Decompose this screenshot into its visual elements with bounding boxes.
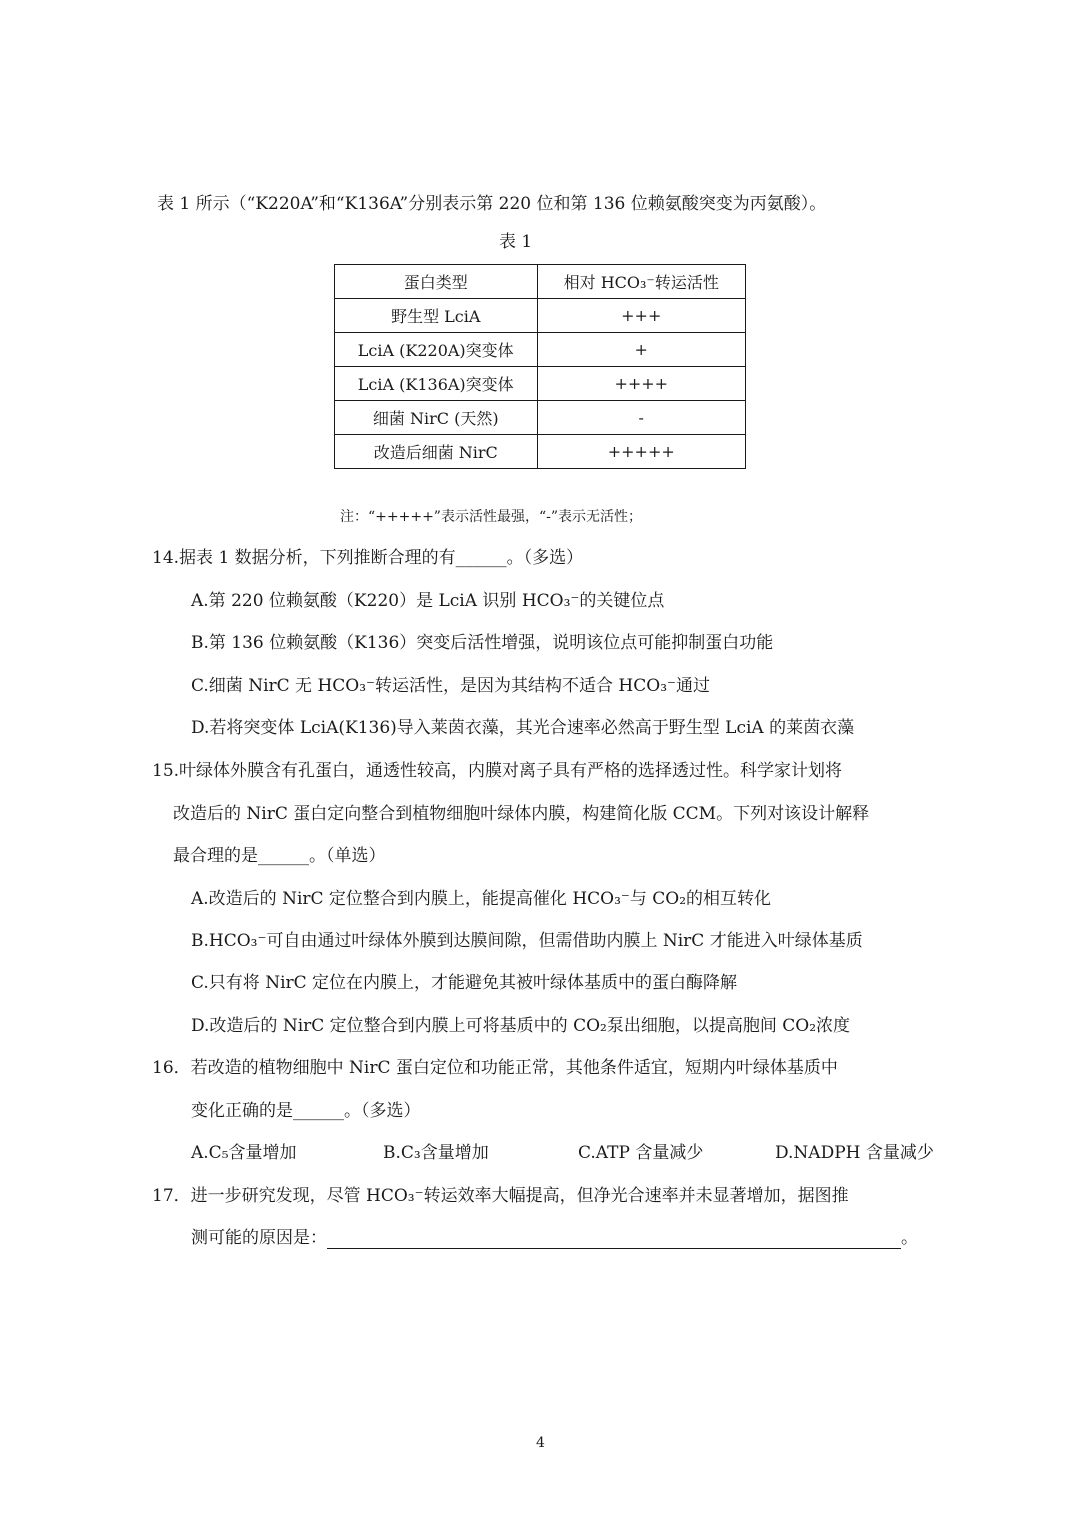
q17-answer-blank[interactable] <box>327 1230 901 1249</box>
table-row <box>335 367 746 401</box>
q17-stem-line2 <box>191 1227 918 1249</box>
q16-stem-line2: 变化正确的是______。（多选） <box>191 1101 421 1121</box>
cell-protein: 改造后细菌 NirC <box>335 435 538 469</box>
cell-protein: 细菌 NirC (天然) <box>335 401 538 435</box>
q17-period: 。 <box>901 1228 918 1248</box>
q16-options <box>0 1142 1080 1164</box>
q15-option-a: A.改造后的 NirC 定位整合到内膜上，能提高催化 HCO₃⁻与 CO₂的相互转化 <box>191 889 772 909</box>
q17-stem-line1: 17．进一步研究发现，尽管 HCO₃⁻转运效率大幅提高，但净光合速率并未显著增加，据图推 <box>152 1186 849 1206</box>
q15-stem-line1: 15.叶绿体外膜含有孔蛋白，通透性较高，内膜对离子具有严格的选择透过性。科学家计划将 <box>152 761 843 781</box>
cell-activity: ++++ <box>537 367 746 401</box>
cell-activity: +++ <box>537 299 746 333</box>
q15-stem-line3: 最合理的是______。（单选） <box>173 846 386 866</box>
header-activity: 相对 HCO₃⁻转运活性 <box>537 265 746 299</box>
q15-option-b: B.HCO₃⁻可自由通过叶绿体外膜到达膜间隙，但需借助内膜上 NirC 才能进入叶绿体基质 <box>191 931 863 951</box>
table-row <box>335 435 746 469</box>
q14-option-b: B.第 136 位赖氨酸（K136）突变后活性增强，说明该位点可能抑制蛋白功能 <box>191 633 774 653</box>
q15-option-d: D.改造后的 NirC 定位整合到内膜上可将基质中的 CO₂泵出细胞，以提高胞间 CO₂浓度 <box>191 1016 851 1036</box>
q16-option-b: B.C₃含量增加 <box>383 1143 489 1163</box>
q16-option-d: D.NADPH 含量减少 <box>775 1143 934 1163</box>
intro-text: 表 1 所示（“K220A”和“K136A”分别表示第 220 位和第 136 位赖氨酸突变为丙氨酸）。 <box>157 194 827 214</box>
table-row <box>335 299 746 333</box>
q14-option-c: C.细菌 NirC 无 HCO₃⁻转运活性，是因为其结构不适合 HCO₃⁻通过 <box>191 676 710 696</box>
header-protein-type: 蛋白类型 <box>335 265 538 299</box>
q15-stem-line2: 改造后的 NirC 蛋白定向整合到植物细胞叶绿体内膜，构建简化版 CCM。下列对该设计解释 <box>173 804 870 824</box>
table-row <box>335 401 746 435</box>
cell-protein: 野生型 LciA <box>335 299 538 333</box>
q15-option-c: C.只有将 NirC 定位在内膜上，才能避免其被叶绿体基质中的蛋白酶降解 <box>191 973 738 993</box>
table-note: 注：“+++++”表示活性最强，“-”表示无活性； <box>340 509 643 525</box>
q16-stem-line1: 16．若改造的植物细胞中 NirC 蛋白定位和功能正常，其他条件适宜，短期内叶绿体基质中 <box>152 1058 838 1078</box>
q14-option-d: D.若将突变体 LciA(K136)导入莱茵衣藻，其光合速率必然高于野生型 LciA 的莱茵衣藻 <box>191 718 855 738</box>
q14-option-a: A.第 220 位赖氨酸（K220）是 LciA 识别 HCO₃⁻的关键位点 <box>191 591 665 611</box>
q14-stem: 14.据表 1 数据分析，下列推断合理的有______。（多选） <box>152 548 584 568</box>
table-row <box>335 333 746 367</box>
q16-option-c: C.ATP 含量减少 <box>578 1143 704 1163</box>
cell-protein: LciA (K136A)突变体 <box>335 367 538 401</box>
table-header-row <box>335 265 746 299</box>
page-number: 4 <box>536 1435 545 1451</box>
cell-activity: + <box>537 333 746 367</box>
q17-prompt: 测可能的原因是： <box>191 1228 327 1248</box>
cell-activity: +++++ <box>537 435 746 469</box>
table-caption: 表 1 <box>499 232 533 252</box>
cell-activity: - <box>537 401 746 435</box>
cell-protein: LciA (K220A)突变体 <box>335 333 538 367</box>
activity-table <box>334 264 746 469</box>
q16-option-a: A.C₅含量增加 <box>191 1143 297 1163</box>
